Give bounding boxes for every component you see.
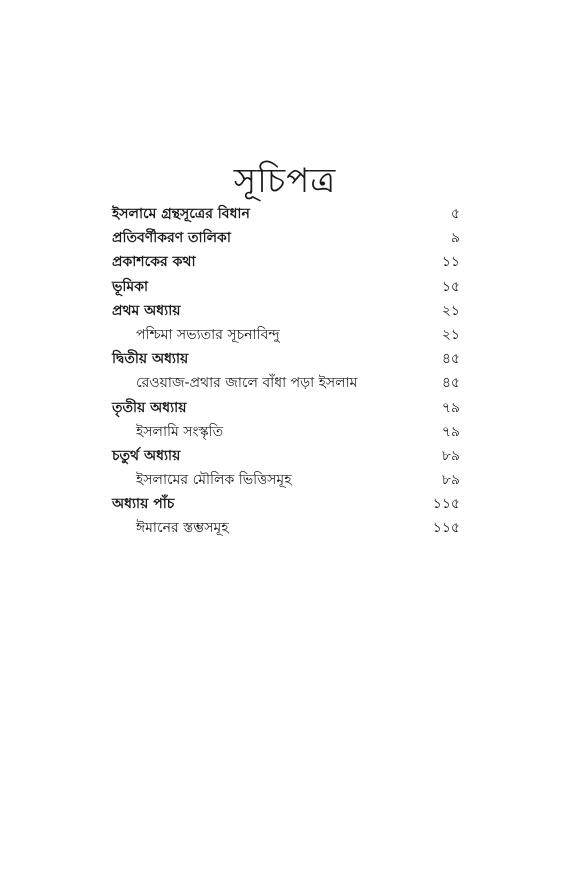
toc-subentry-title: ইসলামি সংস্কৃতি	[136, 423, 224, 440]
toc-subentry[interactable]	[112, 371, 460, 395]
toc-entry[interactable]	[112, 444, 460, 468]
toc-entry[interactable]	[112, 226, 460, 250]
toc-subentry-page: ৪৫	[441, 375, 460, 392]
page-title: সূচিপত্র	[233, 160, 337, 201]
toc-entry[interactable]	[112, 275, 460, 299]
toc-entry-title: অধ্যায় পাঁচ	[112, 496, 175, 513]
toc-entry[interactable]	[112, 250, 460, 274]
toc-entry[interactable]	[112, 492, 460, 516]
toc-entry-page: ৮৯	[441, 447, 460, 464]
toc-entry-page: ১৫	[441, 278, 460, 295]
toc-entry[interactable]	[112, 347, 460, 371]
toc-entry-title: তৃতীয় অধ্যায়	[112, 399, 187, 416]
toc-entry-page: ২১	[441, 302, 460, 319]
toc-subentry[interactable]	[112, 468, 460, 492]
toc-entry-title: প্রতিবর্ণীকরণ তালিকা	[112, 230, 231, 247]
toc-entry-page: ১১৫	[432, 496, 460, 513]
toc-entry-page: ৫	[450, 206, 460, 222]
toc-subentry-page: ২১	[441, 326, 460, 343]
toc-entry[interactable]	[112, 202, 460, 226]
toc-subentry-title: পশ্চিমা সভ্যতার সূচনাবিন্দু	[136, 326, 280, 343]
toc-subentry-page: ৮৯	[441, 472, 460, 489]
toc-entry[interactable]	[112, 299, 460, 323]
toc-subentry[interactable]	[112, 420, 460, 444]
toc-subentry[interactable]	[112, 516, 460, 540]
toc-subentry-title: ঈমানের স্তম্ভসমূহ	[136, 520, 229, 537]
toc-subentry-title: ইসলামের মৌলিক ভিত্তিসমূহ	[136, 472, 292, 489]
toc-entry-title: ইসলামে গ্রন্থসূত্রের বিধান	[112, 206, 250, 222]
toc-subentry[interactable]	[112, 323, 460, 347]
toc-entry-title: ভূমিকা	[112, 278, 149, 295]
toc-entry-title: প্রকাশকের কথা	[112, 254, 196, 271]
toc-entry-page: ৪৫	[441, 351, 460, 368]
toc-entry-title: দ্বিতীয় অধ্যায়	[112, 351, 189, 368]
table-of-contents	[112, 202, 460, 541]
toc-entry[interactable]	[112, 396, 460, 420]
toc-entry-page: ৭৯	[441, 399, 460, 416]
toc-subentry-page: ৭৯	[441, 423, 460, 440]
toc-entry-page: ৯	[450, 230, 460, 247]
toc-entry-page: ১১	[441, 254, 460, 271]
toc-entry-title: প্রথম অধ্যায়	[112, 302, 181, 319]
toc-subentry-page: ১১৫	[432, 520, 460, 537]
toc-subentry-title: রেওয়াজ-প্রথার জালে বাঁধা পড়া ইসলাম	[136, 375, 358, 392]
toc-entry-title: চতুর্থ অধ্যায়	[112, 447, 181, 464]
